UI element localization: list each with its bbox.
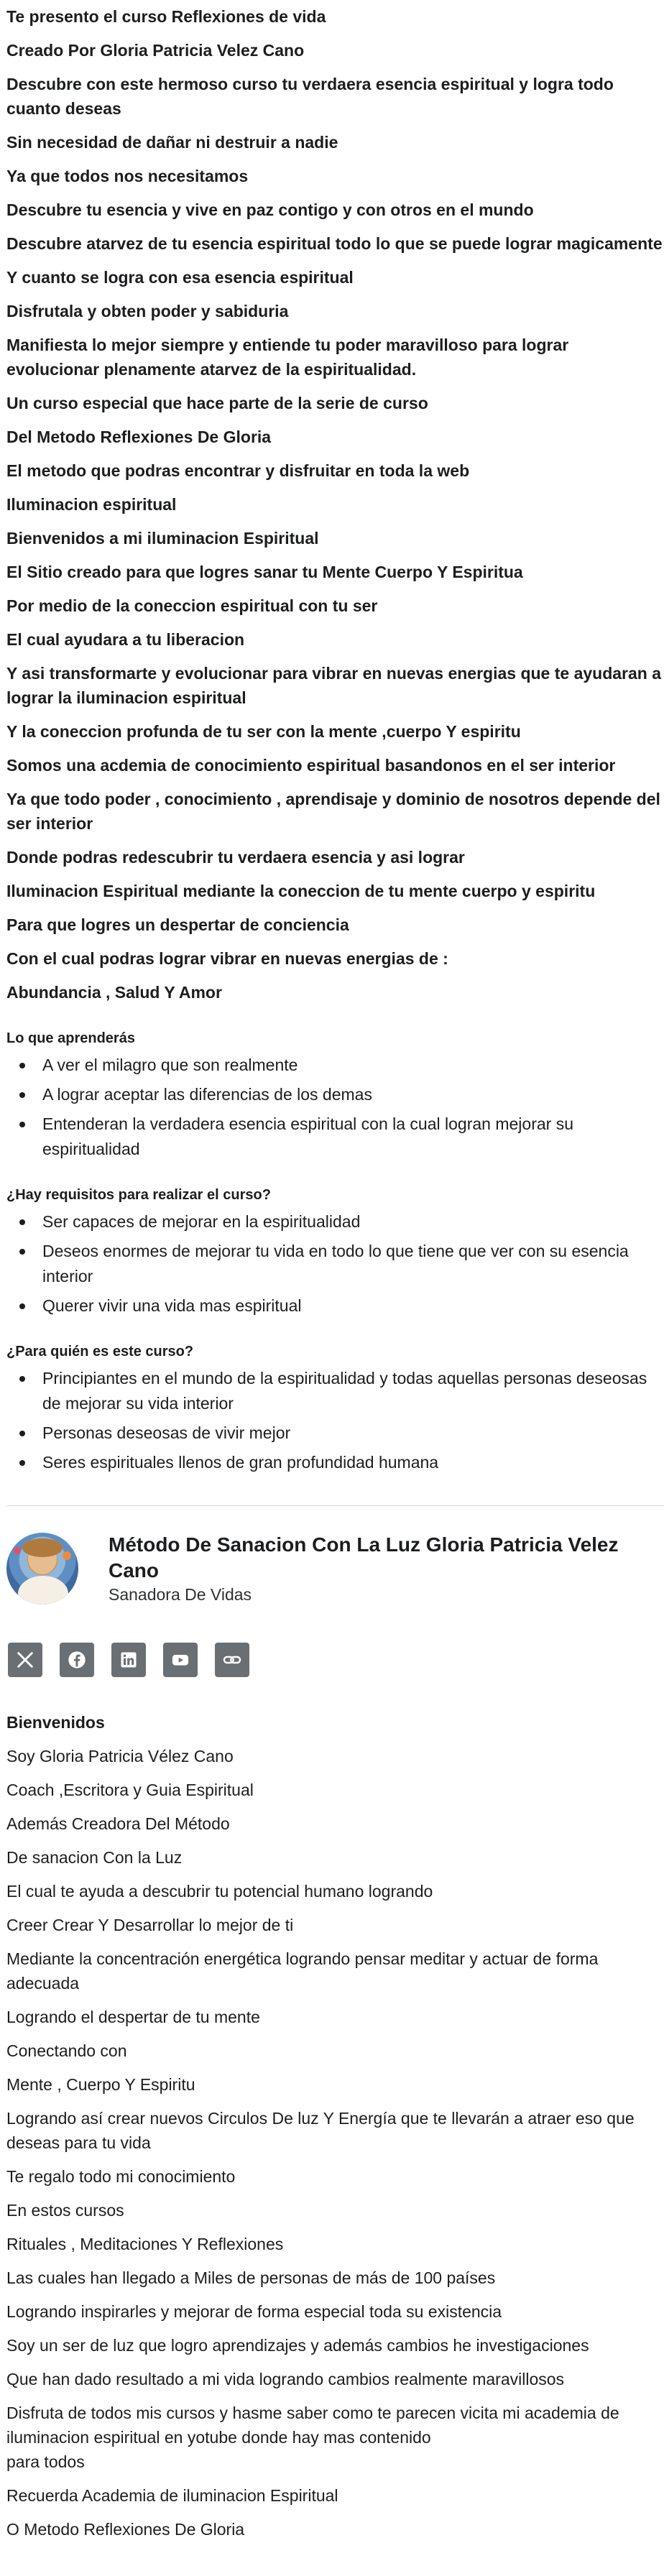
bio-line: Las cuales han llegado a Miles de personas de más de 100 países — [6, 2268, 496, 2287]
bio-line: Soy Gloria Patricia Vélez Cano — [6, 1747, 234, 1765]
description-line: Bienvenidos a mi iluminacion Espiritual — [6, 529, 319, 548]
bio-line: Mente , Cuerpo Y Espiritu — [6, 2075, 195, 2094]
description-line: Y cuanto se logra con esa esencia espiritual — [6, 268, 354, 287]
description-line: El metodo que podras encontrar y disfruitar en toda la web — [6, 461, 470, 480]
youtube-icon[interactable] — [163, 1643, 198, 1677]
audience-item: Seres espirituales llenos de gran profundidad humana — [6, 1450, 664, 1475]
bio-line: Creer Crear Y Desarrollar lo mejor de ti — [6, 1916, 294, 1934]
bio-line: El cual te ayuda a descubrir tu potencial humano logrando — [6, 1882, 433, 1901]
bio-line: Soy un ser de luz que logro aprendizajes y además cambios he investigaciones — [6, 2336, 589, 2355]
instructor-name[interactable]: Método De Sanacion Con La Luz Gloria Patricia Velez Cano — [109, 1533, 619, 1582]
description-line: Creado Por Gloria Patricia Velez Cano — [6, 41, 305, 60]
description-line: Somos una acdemia de conocimiento espiritual basandonos en el ser interior — [6, 756, 616, 775]
description-line: El cual ayudara a tu liberacion — [6, 630, 245, 649]
requirement-item: Ser capaces de mejorar en la espiritualidad — [6, 1209, 664, 1234]
bio-line: Te regalo todo mi conocimiento — [6, 2167, 236, 2186]
description-line: Descubre atarvez de tu esencia espiritual todo lo que se puede lograr magicamente — [6, 234, 663, 253]
x-icon[interactable] — [8, 1643, 42, 1677]
section-divider — [6, 1505, 664, 1506]
bio-line: Además Creadora Del Método — [6, 1814, 230, 1833]
bio-line: Conectando con — [6, 2041, 127, 2060]
bio-line: Bienvenidos — [6, 1713, 105, 1732]
link-icon[interactable] — [215, 1643, 249, 1677]
bio-line: Mediante la concentración energética logrando pensar meditar y actuar de forma adecuada — [6, 1949, 599, 1993]
course-description — [6, 0, 664, 1010]
description-line: Y asi transformarte y evolucionar para vibrar en nuevas energias que te ayudaran a lograr la iluminacion espiritual — [6, 664, 662, 707]
description-line: Iluminacion espiritual — [6, 495, 177, 514]
instructor-header — [6, 1532, 664, 1605]
description-line: Y la coneccion profunda de tu ser con la mente ,cuerpo Y espiritu — [6, 722, 521, 741]
description-line: Descubre con este hermoso curso tu verdaera esencia espiritual y logra todo cuanto deseas — [6, 75, 614, 118]
description-line: Disfrutala y obten poder y sabiduria — [6, 302, 289, 320]
description-line: Iluminacion Espiritual mediante la coneccion de tu mente cuerpo y espiritu — [6, 882, 596, 900]
description-line: Descubre tu esencia y vive en paz contigo y con otros en el mundo — [6, 200, 534, 219]
instructor-subtitle: Sanadora De Vidas — [109, 1585, 252, 1604]
description-line: Abundancia , Salud Y Amor — [6, 983, 222, 1002]
linkedin-icon[interactable] — [111, 1643, 146, 1677]
requirement-item: Querer vivir una vida mas espiritual — [6, 1293, 664, 1319]
bio-line: Que han dado resultado a mi vida logrando cambios realmente maravillosos — [6, 2370, 565, 2388]
social-links — [8, 1643, 664, 1677]
learn-item: A lograr aceptar las diferencias de los demas — [6, 1082, 664, 1107]
bio-line: Logrando así crear nuevos Circulos De luz Y Energía que te llevarán a atraer eso que deseas para tu vida — [6, 2109, 635, 2152]
description-line: Manifiesta lo mejor siempre y entiende tu poder maravilloso para lograr evolucionar plenamente atarvez de la espiritualidad. — [6, 336, 569, 379]
description-line: Con el cual podras lograr vibrar en nuevas energias de : — [6, 949, 448, 968]
learn-item: Entenderan la verdadera esencia espiritual con la cual logran mejorar su espiritualidad — [6, 1112, 664, 1162]
bio-line: Logrando el despertar de tu mente — [6, 2008, 260, 2026]
requirement-item: Deseos enormes de mejorar tu vida en todo lo que tiene que ver con su esencia interior — [6, 1239, 664, 1289]
description-line: Ya que todo poder , conocimiento , aprendisaje y dominio de nosotros depende del ser interior — [6, 790, 660, 833]
description-line: Para que logres un despertar de conciencia — [6, 915, 349, 934]
instructor-bio — [6, 1706, 664, 2547]
description-line: El Sitio creado para que logres sanar tu Mente Cuerpo Y Espiritua — [6, 563, 523, 581]
bio-line: De sanacion Con la Luz — [6, 1848, 183, 1867]
avatar[interactable] — [6, 1533, 78, 1605]
description-line: Te presento el curso Reflexiones de vida — [6, 7, 326, 26]
requirements-list — [6, 1209, 664, 1319]
instructor-info — [109, 1532, 664, 1605]
description-line: Sin necesidad de dañar ni destruir a nadie — [6, 133, 338, 152]
bio-line: Logrando inspirarles y mejorar de forma especial toda su existencia — [6, 2302, 502, 2321]
bio-line: Disfruta de todos mis cursos y hasme saber como te parecen vicita mi academia de iluminacion espiritual en yotube donde hay mas contenido para todos — [6, 2404, 619, 2471]
bio-line: O Metodo Reflexiones De Gloria — [6, 2520, 245, 2539]
description-line: Ya que todos nos necesitamos — [6, 167, 249, 185]
audience-item: Principiantes en el mundo de la espiritualidad y todas aquellas personas deseosas de mejorar su vida interior — [6, 1366, 664, 1416]
audience-list — [6, 1366, 664, 1475]
bio-line: Recuerda Academia de iluminacion Espiritual — [6, 2486, 338, 2505]
learn-list — [6, 1053, 664, 1162]
learn-item: A ver el milagro que son realmente — [6, 1053, 664, 1078]
bio-line: Rituales , Meditaciones Y Reflexiones — [6, 2235, 284, 2253]
bio-line: En estos cursos — [6, 2201, 124, 2220]
description-line: Por medio de la coneccion espiritual con tu ser — [6, 596, 378, 615]
bio-line: Coach ,Escritora y Guia Espiritual — [6, 1781, 254, 1799]
facebook-icon[interactable] — [60, 1643, 94, 1677]
learn-heading: Lo que aprenderás — [6, 1030, 135, 1046]
audience-item: Personas deseosas de vivir mejor — [6, 1421, 664, 1446]
requirements-heading: ¿Hay requisitos para realizar el curso? — [6, 1187, 271, 1203]
description-line: Un curso especial que hace parte de la serie de curso — [6, 394, 428, 412]
description-line: Del Metodo Reflexiones De Gloria — [6, 428, 272, 446]
description-line: Donde podras redescubrir tu verdaera esencia y asi lograr — [6, 848, 465, 867]
audience-heading: ¿Para quién es este curso? — [6, 1344, 194, 1359]
